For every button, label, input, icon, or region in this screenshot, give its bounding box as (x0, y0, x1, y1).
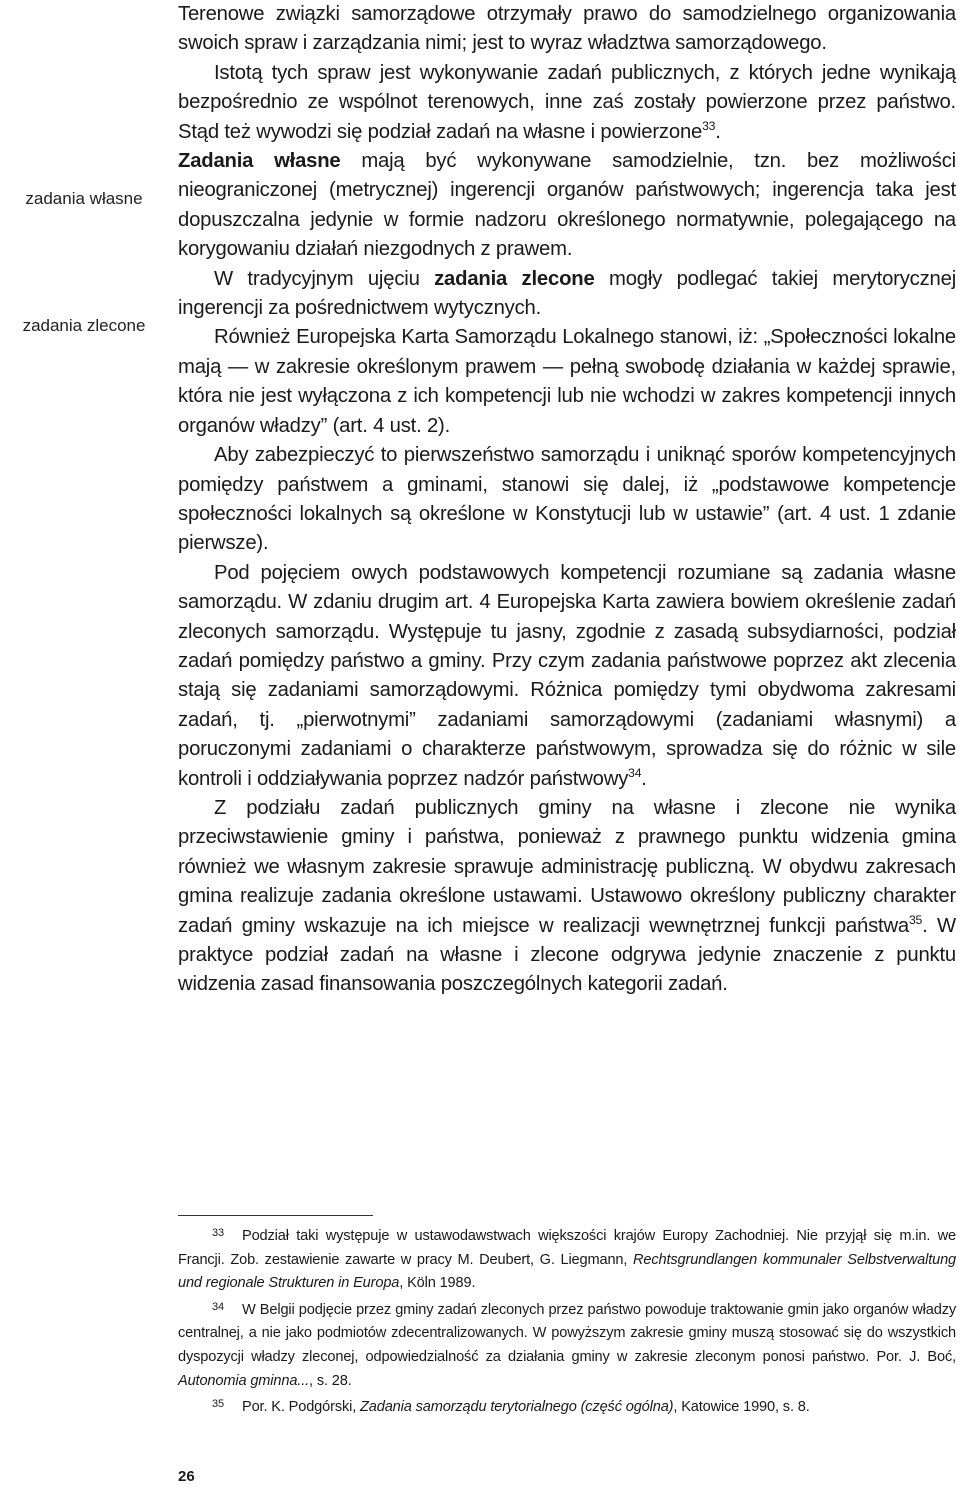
paragraph: Również Europejska Karta Samorządu Lokalnego stanowi, iż: „Społeczności lokalne mają — w zakresie określonym prawem — pełną swobodę działania w każdej sprawie, która nie jest wyłączona z ich kompetencji lub nie wchodzi w zakres kompetencji innych organów władzy” (art. 4 ust. 2). (178, 326, 956, 437)
footnote-34: 34 W Belgii podjęcie przez gminy zadań zleconych przez państwo powoduje traktowanie gmin jako organów władzy centralnej, a nie jako podmiotów zdecentralizowanych. W powyższym zakresie gminy muszą stosować się do wszystkich dyspozycji władzy zleconej, odpowiedzialność za działania gminy w zakresie zleconym ponosi państwo. Por. J. Boć, Autonomia gminna..., s. 28. (178, 1300, 956, 1389)
paragraph-commissioned-tasks: W tradycyjnym ujęciu zadania zlecone mogły podlegać takiej merytorycznej ingerencji za pośrednictwem wytycznych. (178, 267, 956, 320)
paragraph: Istotą tych spraw jest wykonywanie zadań publicznych, z których jedne wynikają bezpośrednio ze wspólnot terenowych, inne zaś zostały powierzone przez państwo. Stąd też wywodzi się podział zadań na własne i powierzone$^{33}$. (178, 61, 956, 143)
footnote-ref: 33 (702, 118, 716, 133)
footnotes (178, 1222, 956, 1420)
paragraph-own-tasks: Zadania własne mają być wykonywane samodzielnie, tzn. bez możliwości nieograniczonej (metrycznej) ingerencji organów państwowych; ingerencja taka jest dopuszczalna jedynie w formie nadzoru określonego normatywnie, polegającego na korygowaniu działań niezgodnych z prawem. (178, 150, 956, 261)
footnote-divider (178, 1215, 373, 1216)
term-commissioned-tasks: zadania zlecone (434, 267, 595, 290)
footnote-35: 35 Por. K. Podgórski, Zadania samorządu terytorialnego (część ogólna), Katowice 1990, s. 8. (212, 1398, 810, 1416)
margin-note-own-tasks: zadania własne (25, 189, 143, 208)
footnote-ref: 35 (909, 912, 923, 927)
paragraph: Pod pojęciem owych podstawowych kompetencji rozumiane są zadania własne samorządu. W zdaniu drugim art. 4 Europejska Karta zawiera bowiem określenie zadań zleconych samorządu. Występuje tu jasny, zgodnie z zasadą subsydiarności, podział zadań pomiędzy państwo a gminy. Przy czym zadania państwowe poprzez akt zlecenia stają się zadaniami samorządowymi. Różnica pomiędzy tymi obydwoma zakresami zadań, tj. „pierwotnymi” zadaniami samorządowymi (zadaniami własnymi) a poruczonymi zadaniami o charakterze państwowym, sprowadza się do różnic w sile kontroli i oddziaływania poprzez nadzór państwowy$^{34}$. (178, 561, 956, 790)
paragraph: Terenowe związki samorządowe otrzymały prawo do samodzielnego organizowania swoich spraw i zarządzania nimi; jest to wyraz władztwa samorządowego. (178, 3, 956, 55)
margin-note-commissioned-tasks: zadania zlecone (22, 316, 146, 335)
main-text (178, 0, 956, 1000)
page-number: 26 (178, 1468, 195, 1485)
term-own-tasks: Zadania własne (178, 150, 341, 173)
footnote-ref: 34 (628, 765, 642, 780)
paragraph: Aby zabezpieczyć to pierwszeństwo samorządu i uniknąć sporów kompetencyjnych pomiędzy państwem a gminami, stanowi się dalej, iż „podstawowe kompetencje społeczności lokalnych są określone w Konstytucji lub w ustawie” (art. 4 ust. 1 zdanie pierwsze). (178, 444, 956, 555)
footnote-33: 33 Podział taki występuje w ustawodawstwach większości krajów Europy Zachodniej. Nie przyjął się m.in. we Francji. Zob. zestawienie zawarte w pracy M. Deubert, G. Liegmann, Rechtsgrundlangen kommunaler Selbstverwaltung und regionale Strukturen in Europa, Köln 1989. (178, 1227, 957, 1292)
paragraph: Z podziału zadań publicznych gminy na własne i zlecone nie wynika przeciwstawienie gminy i państwa, ponieważ z prawnego punktu widzenia gmina również we własnym zakresie sprawuje administrację publiczną. W obydwu zakresach gmina realizuje zadania określone ustawami. Ustawowo określony publiczny charakter zadań gminy wskazuje na ich miejsce w realizacji wewnętrznej funkcji państwa$^{35}$. W praktyce podział zadań na własne i zlecone odgrywa jedynie znaczenie z punktu widzenia zasad finansowania poszczególnych kategorii zadań. (178, 796, 956, 996)
